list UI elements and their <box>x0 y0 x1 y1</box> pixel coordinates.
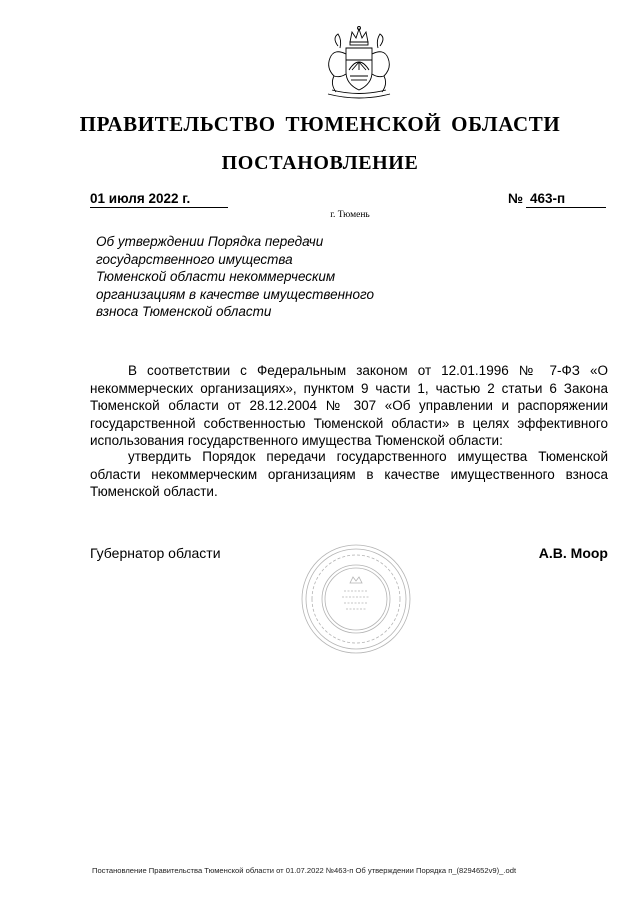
body-paragraph: утвердить Порядок передачи государственного имущества Тюменской области некоммерческим организациям в качестве имущественного взноса Тюменской области. <box>90 449 608 499</box>
document-type: ПОСТАНОВЛЕНИЕ <box>221 152 419 174</box>
signature-role: Губернатор области <box>90 545 221 561</box>
subject-line: организациям в качестве имущественного <box>96 286 375 302</box>
subject-line: взноса Тюменской области <box>96 304 272 319</box>
subject-line: Тюменской области некоммерческим <box>96 269 336 284</box>
official-seal-icon <box>300 543 412 655</box>
document-footer: Постановление Правительства Тюменской области от 01.07.2022 №463-п Об утверждении Порядка п_(8294652v9)_.odt <box>92 866 517 875</box>
document-date: 01 июля 2022 г. <box>90 191 228 208</box>
document-subject <box>96 233 406 321</box>
number-label: № <box>508 191 524 206</box>
document-number: 463-п <box>526 191 606 208</box>
city-label: г. Тюмень <box>330 210 370 220</box>
coat-of-arms-icon <box>316 24 402 102</box>
body-paragraph: В соответствии с Федеральным законом от 12.01.1996 № 7-ФЗ «О некоммерческих организациях», пунктом 9 части 1, частью 2 статьи 6 Закона Тюменской области от 28.12.2004 № 307 «Об управлении и распоряжении государственной собственностью Тюменской области» в целях эффективного использования государственного имущества Тюменской области: <box>90 363 608 448</box>
subject-line: государственного имущества <box>96 251 293 267</box>
government-name: ПРАВИТЕЛЬСТВО ТЮМЕНСКОЙ ОБЛАСТИ <box>79 112 561 136</box>
subject-line: Об утверждении Порядка передачи <box>96 234 324 249</box>
signature-name: А.В. Моор <box>538 545 608 561</box>
